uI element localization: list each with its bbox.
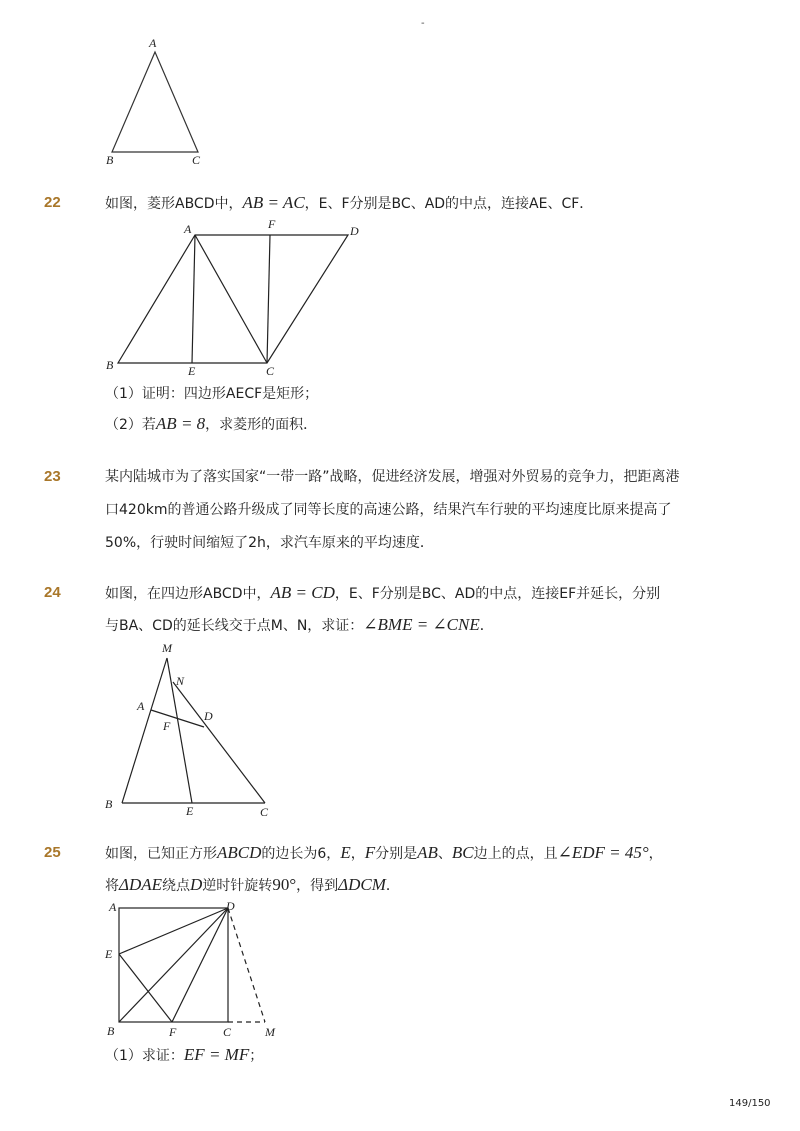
label-F: F: [268, 217, 276, 231]
label-C: C: [266, 364, 275, 378]
q25-stem-line-1: 如图，已知正方形ABCD的边长为6，E，F分别是AB、BC边上的点，且∠EDF = 45°，: [105, 843, 663, 862]
q24-stem-line-1: 如图，在四边形ABCD中，AB = CD，E、F分别是BC、AD的中点，连接EF并延长，分别: [105, 583, 661, 602]
question-number-25: 25: [44, 844, 61, 861]
q23-line-1: 某内陆城市为了落实国家“一带一路”战略，促进经济发展，增强对外贸易的竞争力，把距离港: [105, 469, 680, 485]
label-E: E: [188, 364, 196, 378]
page-number: 149/150: [729, 1098, 771, 1109]
label-A: A: [184, 222, 192, 236]
label-C: C: [223, 1025, 232, 1039]
label-M: M: [265, 1025, 275, 1039]
label-A: A: [149, 36, 157, 50]
q23-line-2: 口420km的普通公路升级成了同等长度的高速公路，结果汽车行驶的平均速度比原来提高了: [105, 502, 672, 518]
question-number-24: 24: [44, 584, 61, 601]
question-number-23: 23: [44, 468, 61, 485]
label-B: B: [106, 153, 114, 167]
label-A: A: [137, 699, 145, 713]
square-figure: [100, 898, 290, 1043]
q25-part1: （1）求证：EF = MF；: [105, 1045, 264, 1064]
quadrilateral-figure: [100, 640, 280, 820]
label-D: D: [350, 224, 359, 238]
label-F: F: [169, 1025, 177, 1039]
label-F: F: [163, 719, 171, 733]
label-E: E: [186, 804, 194, 818]
label-D: D: [204, 709, 213, 723]
label-B: B: [106, 358, 114, 372]
label-E: E: [105, 947, 113, 961]
q24-stem-line-2: 与BA、CD的延长线交于点M、N，求证：∠BME = ∠CNE．: [105, 615, 494, 634]
label-B: B: [107, 1024, 115, 1038]
triangle-figure: [100, 35, 220, 170]
question-number-22: 22: [44, 194, 61, 211]
q22-part2: （2）若AB = 8，求菱形的面积．: [105, 414, 318, 433]
label-B: B: [105, 797, 113, 811]
q25-stem-line-2: 将ΔDAE绕点D逆时针旋转90°，得到ΔDCM．: [105, 875, 400, 894]
header-dash: -: [421, 18, 425, 29]
q23-line-3: 50%，行驶时间缩短了2h，求汽车原来的平均速度．: [105, 535, 434, 551]
label-M: M: [162, 641, 172, 655]
q22-part1: （1）证明：四边形AECF是矩形；: [105, 386, 319, 402]
label-C: C: [260, 805, 269, 819]
label-N: N: [176, 674, 185, 688]
label-D: D: [226, 899, 235, 913]
rhombus-figure: [100, 215, 370, 380]
q22-stem: 如图，菱形ABCD中，AB = AC，E、F分别是BC、AD的中点，连接AE、CF．: [105, 193, 594, 212]
label-C: C: [192, 153, 201, 167]
label-A: A: [109, 900, 117, 914]
